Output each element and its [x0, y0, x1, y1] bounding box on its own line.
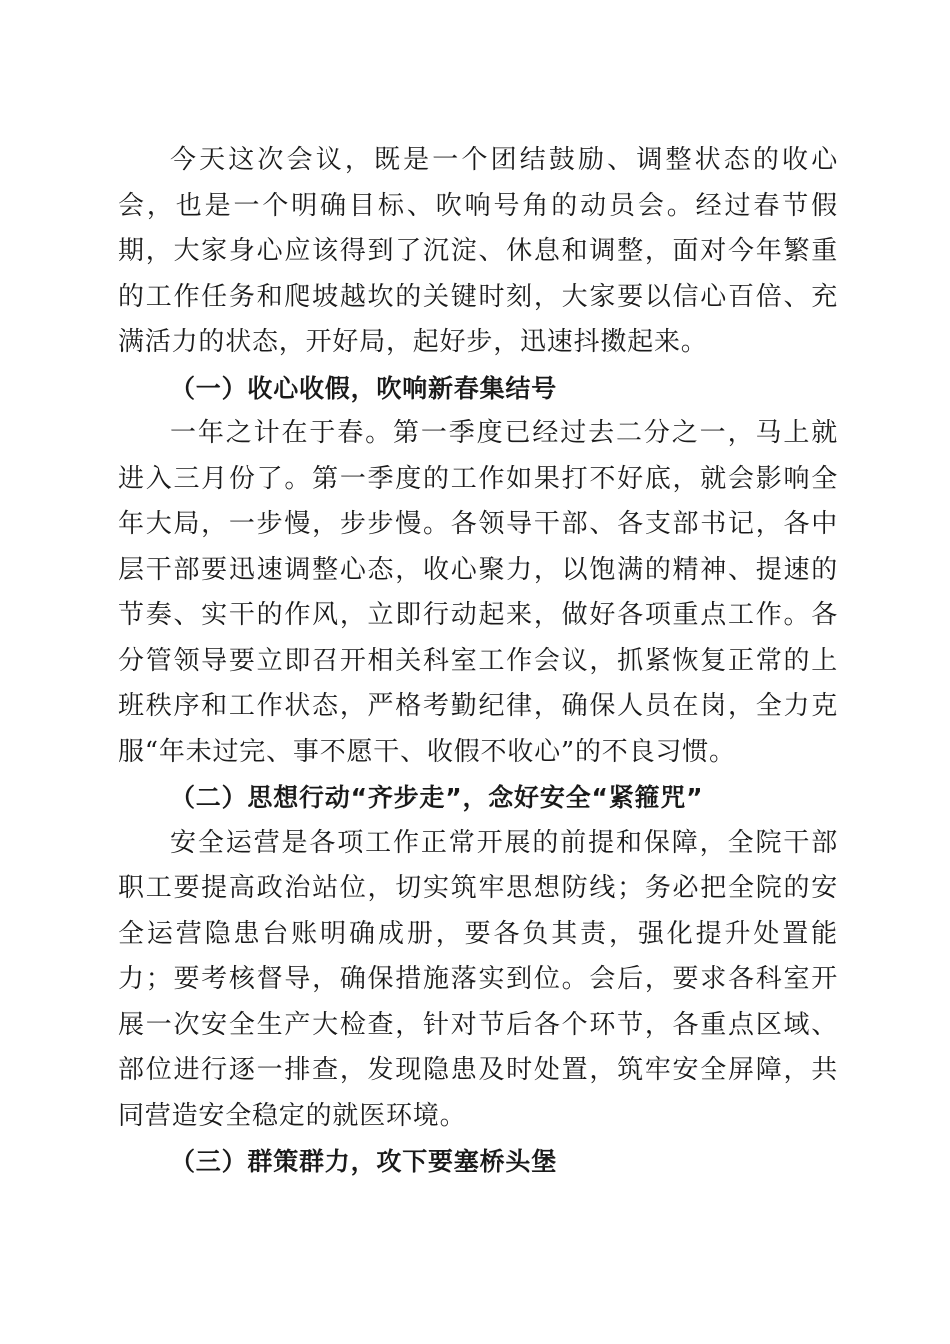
document-body [118, 138, 838, 1185]
intro-paragraph: 今天这次会议，既是一个团结鼓励、调整状态的收心会，也是一个明确目标、吹响号角的动员会。经过春节假期，大家身心应该得到了沉淀、休息和调整，面对今年繁重的工作任务和爬坡越坎的关键时刻，大家要以信心百倍、充满活力的状态，开好局，起好步，迅速抖擞起来。 [118, 145, 838, 357]
section-1-heading: （一）收心收假，吹响新春集结号 [170, 373, 558, 403]
section-3-heading: （三）群策群力，攻下要塞桥头堡 [170, 1147, 558, 1176]
section-1-body: 一年之计在于春。第一季度已经过去二分之一，马上就进入三月份了。第一季度的工作如果打不好底，就会影响全年大局，一步慢，步步慢。各领导干部、各支部书记，各中层干部要迅速调整心态，收心聚力，以饱满的精神、提速的节奏、实干的作风，立即行动起来，做好各项重点工作。各分管领导要立即召开相关科室工作会议，抓紧恢复正常的上班秩序和工作状态，严格考勤纪律，确保人员在岗，全力克服“年未过完、事不愿干、收假不收心”的不良习惯。 [118, 418, 838, 767]
section-2-heading: （二）思想行动“齐步走”，念好安全“紧箍咒” [170, 783, 704, 812]
section-2-body: 安全运营是各项工作正常开展的前提和保障，全院干部职工要提高政治站位，切实筑牢思想防线；务必把全院的安全运营隐患台账明确成册，要各负其责，强化提升处置能力；要考核督导，确保措施落实到位。会后，要求各科室开展一次安全生产大检查，针对节后各个环节，各重点区域、部位进行逐一排查，发现隐患及时处置，筑牢安全屏障，共同营造安全稳定的就医环境。 [118, 827, 838, 1131]
